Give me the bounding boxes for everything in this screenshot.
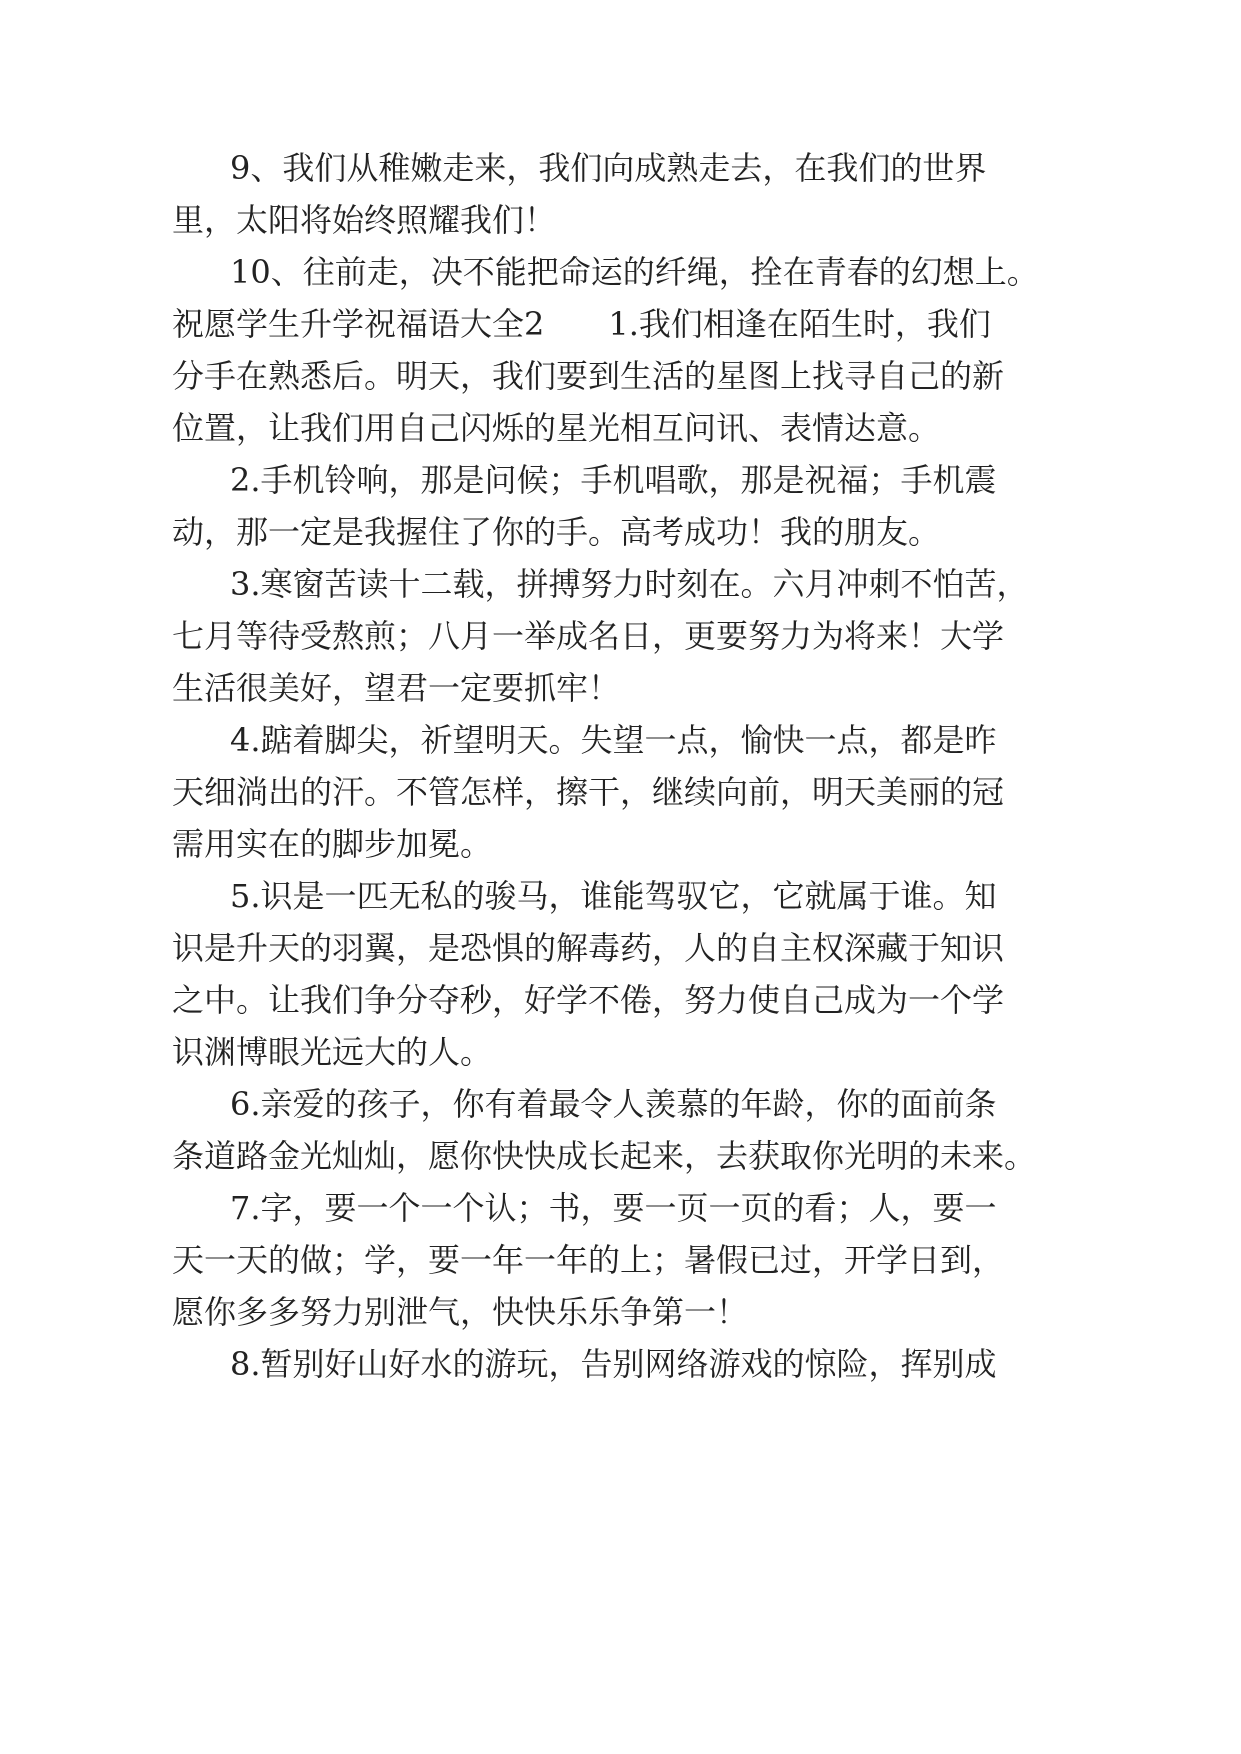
text-line: 之中。让我们争分夺秒，好学不倦，努力使自己成为一个学 <box>172 981 1005 1019</box>
text-line: 天细淌出的汗。不管怎样，擦干，继续向前，明天美丽的冠 <box>172 773 1005 811</box>
text-line: 七月等待受熬煎；八月一举成名日，更要努力为将来！大学 <box>172 617 1005 655</box>
text-line: 祝愿学生升学祝福语大全2 1.我们相逢在陌生时，我们 <box>172 305 991 343</box>
text-line: 生活很美好，望君一定要抓牢！ <box>172 669 621 707</box>
text-line: 5.识是一匹无私的骏马，谁能驾驭它，它就属于谁。知 <box>230 877 997 915</box>
text-line: 6.亲爱的孩子，你有着最令人羡慕的年龄，你的面前条 <box>230 1085 997 1123</box>
text-line: 4.踮着脚尖，祈望明天。失望一点，愉快一点，都是昨 <box>230 721 997 759</box>
text-line: 10、往前走，决不能把命运的纤绳，拴在青春的幻想上。 <box>230 253 1039 291</box>
text-line: 愿你多多努力别泄气，快快乐乐争第一！ <box>172 1293 749 1331</box>
text-line: 天一天的做；学，要一年一年的上；暑假已过，开学日到， <box>172 1241 1005 1279</box>
text-line: 识是升天的羽翼，是恐惧的解毒药，人的自主权深藏于知识 <box>172 929 1005 967</box>
text-line: 识渊博眼光远大的人。 <box>172 1033 493 1071</box>
text-line: 9、我们从稚嫩走来，我们向成熟走去，在我们的世界 <box>230 149 987 187</box>
text-line: 条道路金光灿灿，愿你快快成长起来，去获取你光明的未来。 <box>172 1137 1037 1175</box>
text-line: 2.手机铃响，那是问候；手机唱歌，那是祝福；手机震 <box>230 461 997 499</box>
text-line: 8.暂别好山好水的游玩，告别网络游戏的惊险，挥别成 <box>230 1345 997 1383</box>
text-line: 位置，让我们用自己闪烁的星光相互问讯、表情达意。 <box>172 409 941 447</box>
text-line: 分手在熟悉后。明天，我们要到生活的星图上找寻自己的新 <box>172 357 1005 395</box>
text-line: 动，那一定是我握住了你的手。高考成功！我的朋友。 <box>172 513 941 551</box>
text-line: 里，太阳将始终照耀我们！ <box>172 201 557 239</box>
text-line: 3.寒窗苦读十二载，拼搏努力时刻在。六月冲刺不怕苦， <box>230 565 1029 603</box>
text-line: 需用实在的脚步加冕。 <box>172 825 493 863</box>
text-line: 7.字，要一个一个认；书，要一页一页的看；人，要一 <box>230 1189 997 1227</box>
